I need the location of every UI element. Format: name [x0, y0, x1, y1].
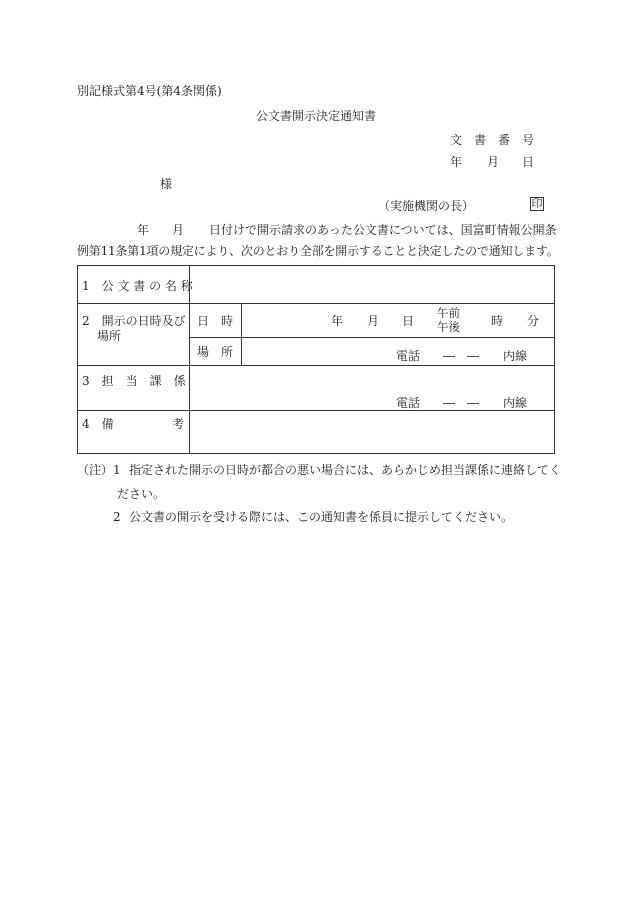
row-disclosure-label-line2: 場所 — [97, 329, 122, 343]
table-divider — [189, 265, 190, 454]
table-divider — [77, 365, 555, 366]
date-day-label: 日 — [522, 155, 535, 169]
date-month-label: 月 — [487, 155, 500, 169]
body-month: 月 — [172, 223, 185, 237]
row-document-name-label: 1 公 文 書 の 名 称 — [82, 279, 193, 293]
contact-phone-dashes: ― ― — [443, 396, 480, 410]
addressee-suffix: 様 — [160, 177, 173, 191]
place-phone-label: 電話 — [396, 349, 421, 363]
seal-mark: 印 — [531, 197, 543, 210]
body-line-1: 日付けで開示請求のあった公文書については、国富町情報公開条 — [209, 223, 557, 237]
minute-label: 分 — [527, 314, 540, 328]
body-year: 年 — [137, 223, 150, 237]
note-1-line-2: ださい。 — [117, 487, 166, 501]
place-extension-label: 内線 — [503, 349, 528, 363]
body-line-2: 例第11条第1項の規定により、次のとおり全部を開示することと決定したので通知します。 — [77, 244, 559, 258]
row-disclosure-label-line1: 2 開示の日時及び — [82, 314, 186, 328]
contact-extension-label: 内線 — [503, 396, 528, 410]
am-label: 午前 — [437, 306, 460, 320]
document-number-label: 文 書 番 号 — [450, 133, 535, 147]
datetime-month: 月 — [367, 314, 380, 328]
table-divider — [77, 303, 555, 304]
place-phone-dashes: ― ― — [443, 349, 480, 363]
note-2-text: 公文書の開示を受ける際には、この通知書を係員に提示してください。 — [129, 510, 514, 524]
table-divider — [77, 410, 555, 411]
row-remarks-label-end: 考 — [172, 417, 185, 431]
pm-label: 午後 — [437, 320, 460, 334]
table-divider — [189, 337, 555, 338]
datetime-label: 日 時 — [197, 314, 234, 328]
issuer-label: （実施機関の長） — [378, 199, 475, 213]
datetime-day: 日 — [402, 314, 415, 328]
contact-phone-label: 電話 — [396, 396, 421, 410]
place-label: 場 所 — [197, 345, 234, 359]
date-year-label: 年 — [450, 155, 463, 169]
hour-label: 時 — [491, 314, 504, 328]
row-remarks-label: 4 備 — [82, 417, 114, 431]
table-divider — [241, 303, 242, 365]
note-1-number: 1 — [113, 463, 121, 477]
form-label: 別記様式第4号(第4条関係) — [77, 84, 222, 98]
note-2-number: 2 — [113, 510, 121, 524]
datetime-year: 年 — [331, 314, 344, 328]
notes-prefix: （注） — [77, 463, 114, 477]
note-1-line-1: 指定された開示の日時が都合の悪い場合には、あらかじめ担当課係に連絡してく — [129, 463, 562, 477]
details-table — [77, 265, 555, 454]
document-title: 公文書開示決定通知書 — [256, 109, 377, 123]
row-contact-label: 3 担 当 課 係 — [82, 374, 186, 388]
